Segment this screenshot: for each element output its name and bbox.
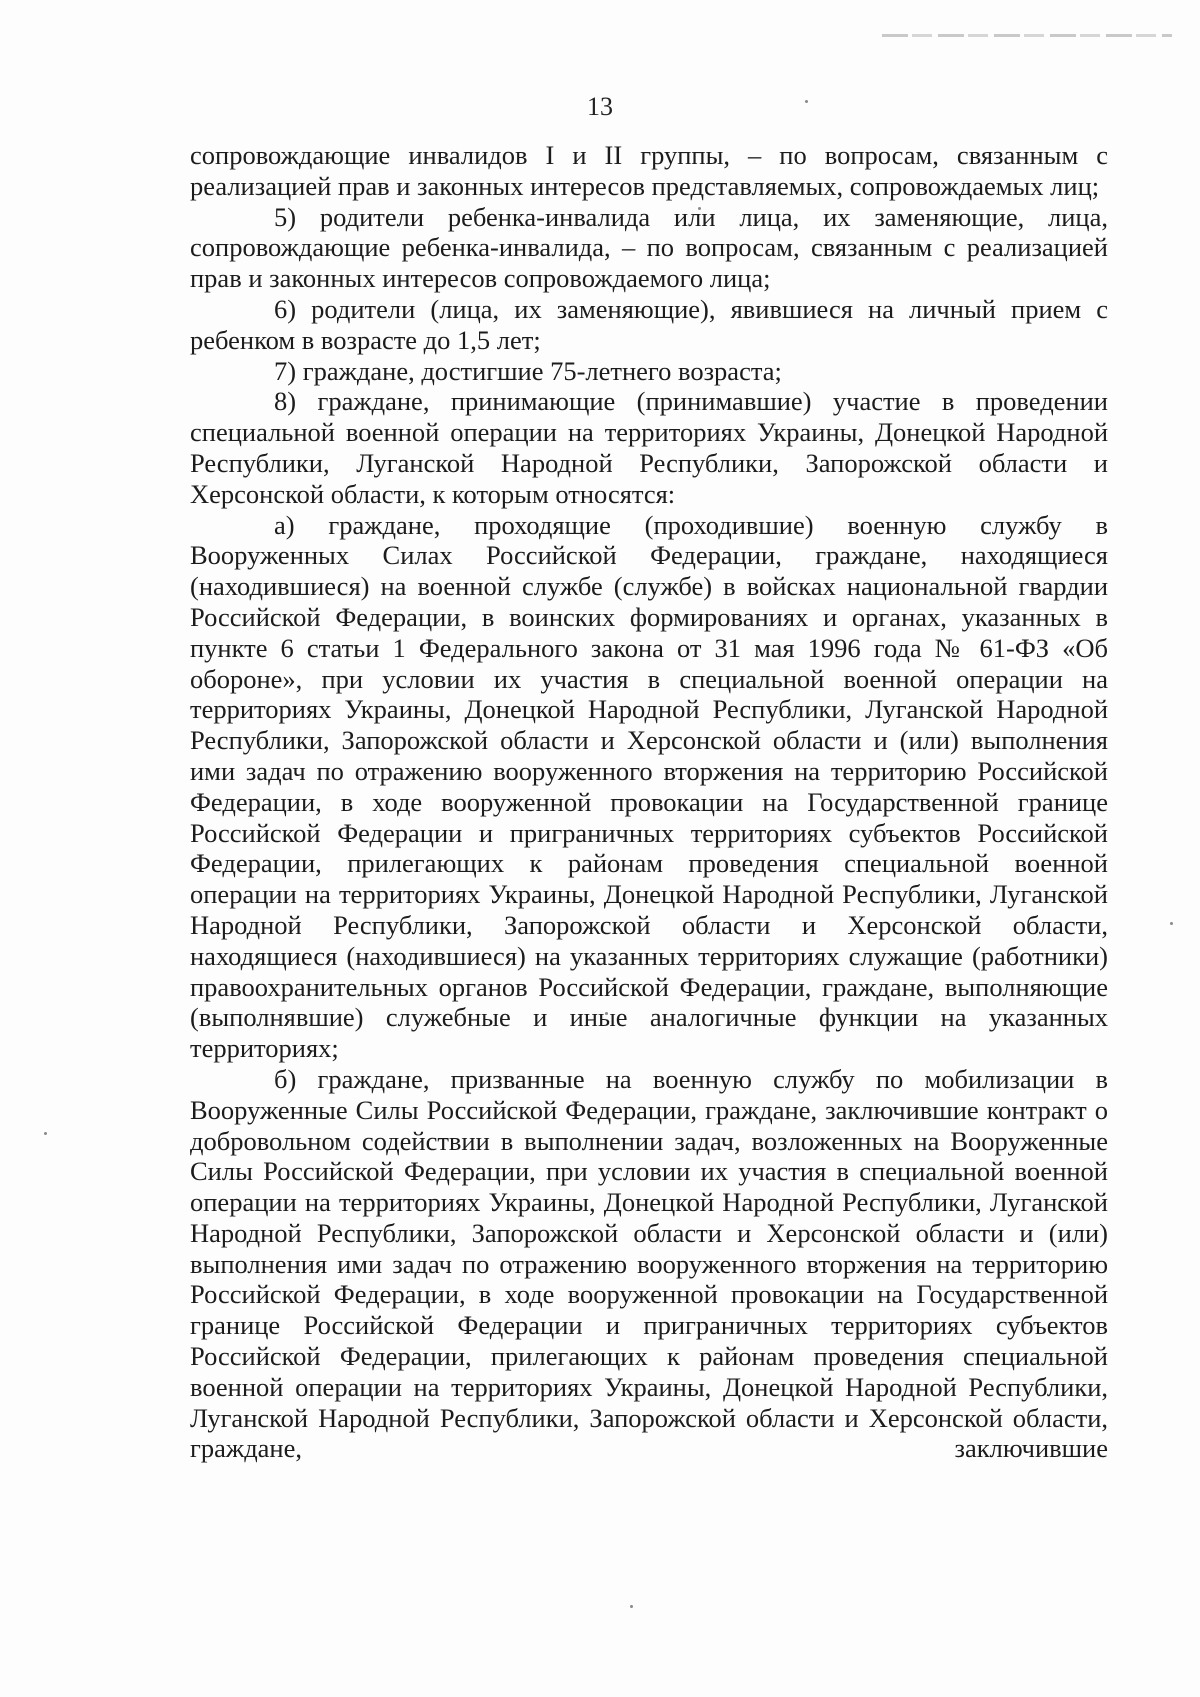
paragraph-item-5: 5) родители ребенка-инвалида или лица, их заменяющие, лица, сопровождающие ребенка-инвалида, – по вопросам, связанным с реализацией прав и законных интересов сопровождаемого лица; [190,201,1108,294]
paragraph-item-6: 6) родители (лица, их заменяющие), явившиеся на личный прием с ребенком в возрасте до 1,5 лет; [190,293,1108,355]
scan-speck [630,1605,633,1608]
paragraph-continuation: сопровождающие инвалидов I и II группы, – по вопросам, связанным с реализацией прав и законных интересов представляемых, сопровождаемых лиц; [190,140,1108,201]
scan-artifact-line [882,34,1172,37]
scan-speck [44,1132,47,1135]
paragraph-item-8: 8) граждане, принимающие (принимавшие) участие в проведении специальной военной операции на территориях Украины, Донецкой Народной Республики, Луганской Народной Республики, Запорожской области и Херсонской области, к которым относятся: [190,386,1108,509]
document-body [190,140,1108,1464]
page-number: 13 [587,92,613,121]
paragraph-item-7: 7) граждане, достигшие 75-летнего возраста; [274,355,782,386]
paragraph-subitem-a: а) граждане, проходящие (проходившие) военную службу в Вооруженных Силах Российской Федерации, граждане, находящиеся (находившиеся) на военной службе (службе) в войсках национальной гвардии Российской Федерации, в воинских формированиях и органах, указанных в пункте 6 статьи 1 Федерального закона от 31 мая 1996 года № 61-ФЗ «Об обороне», при условии их участия в специальной военной операции на территориях Украины, Донецкой Народной Республики, Луганской Народной Республики, Запорожской области и Херсонской области и (или) выполнения ими задач по отражению вооруженного вторжения на территорию Российской Федерации, в ходе вооруженной провокации на Государственной границе Российской Федерации и приграничных территориях субъектов Российской Федерации, прилегающих к районам проведения специальной военной операции на территориях Украины, Донецкой Народной Республики, Луганской Народной Республики, Запорожской области и Херсонской области, находящиеся (находившиеся) на указанных территориях служащие (работники) правоохранительных органов Российской Федерации, граждане, выполняющие (выполнявшие) служебные и иные аналогичные функции на указанных территориях; [190,509,1108,1064]
paragraph-subitem-b: б) граждане, призванные на военную службу по мобилизации в Вооруженные Силы Российской Федерации, граждане, заключившие контракт о добровольном содействии в выполнении задач, возложенных на Вооруженные Силы Российской Федерации, при условии их участия в специальной военной операции на территориях Украины, Донецкой Народной Республики, Луганской Народной Республики, Запорожской области и Херсонской области и (или) выполнения ими задач по отражению вооруженного вторжения на территорию Российской Федерации, в ходе вооруженной провокации на Государственной границе Российской Федерации и приграничных территориях субъектов Российской Федерации, прилегающих к районам проведения специальной военной операции на территориях Украины, Донецкой Народной Республики, Луганской Народной Республики, Запорожской области и Херсонской области, граждане, заключившие [190,1063,1108,1464]
scan-speck [1170,922,1173,925]
